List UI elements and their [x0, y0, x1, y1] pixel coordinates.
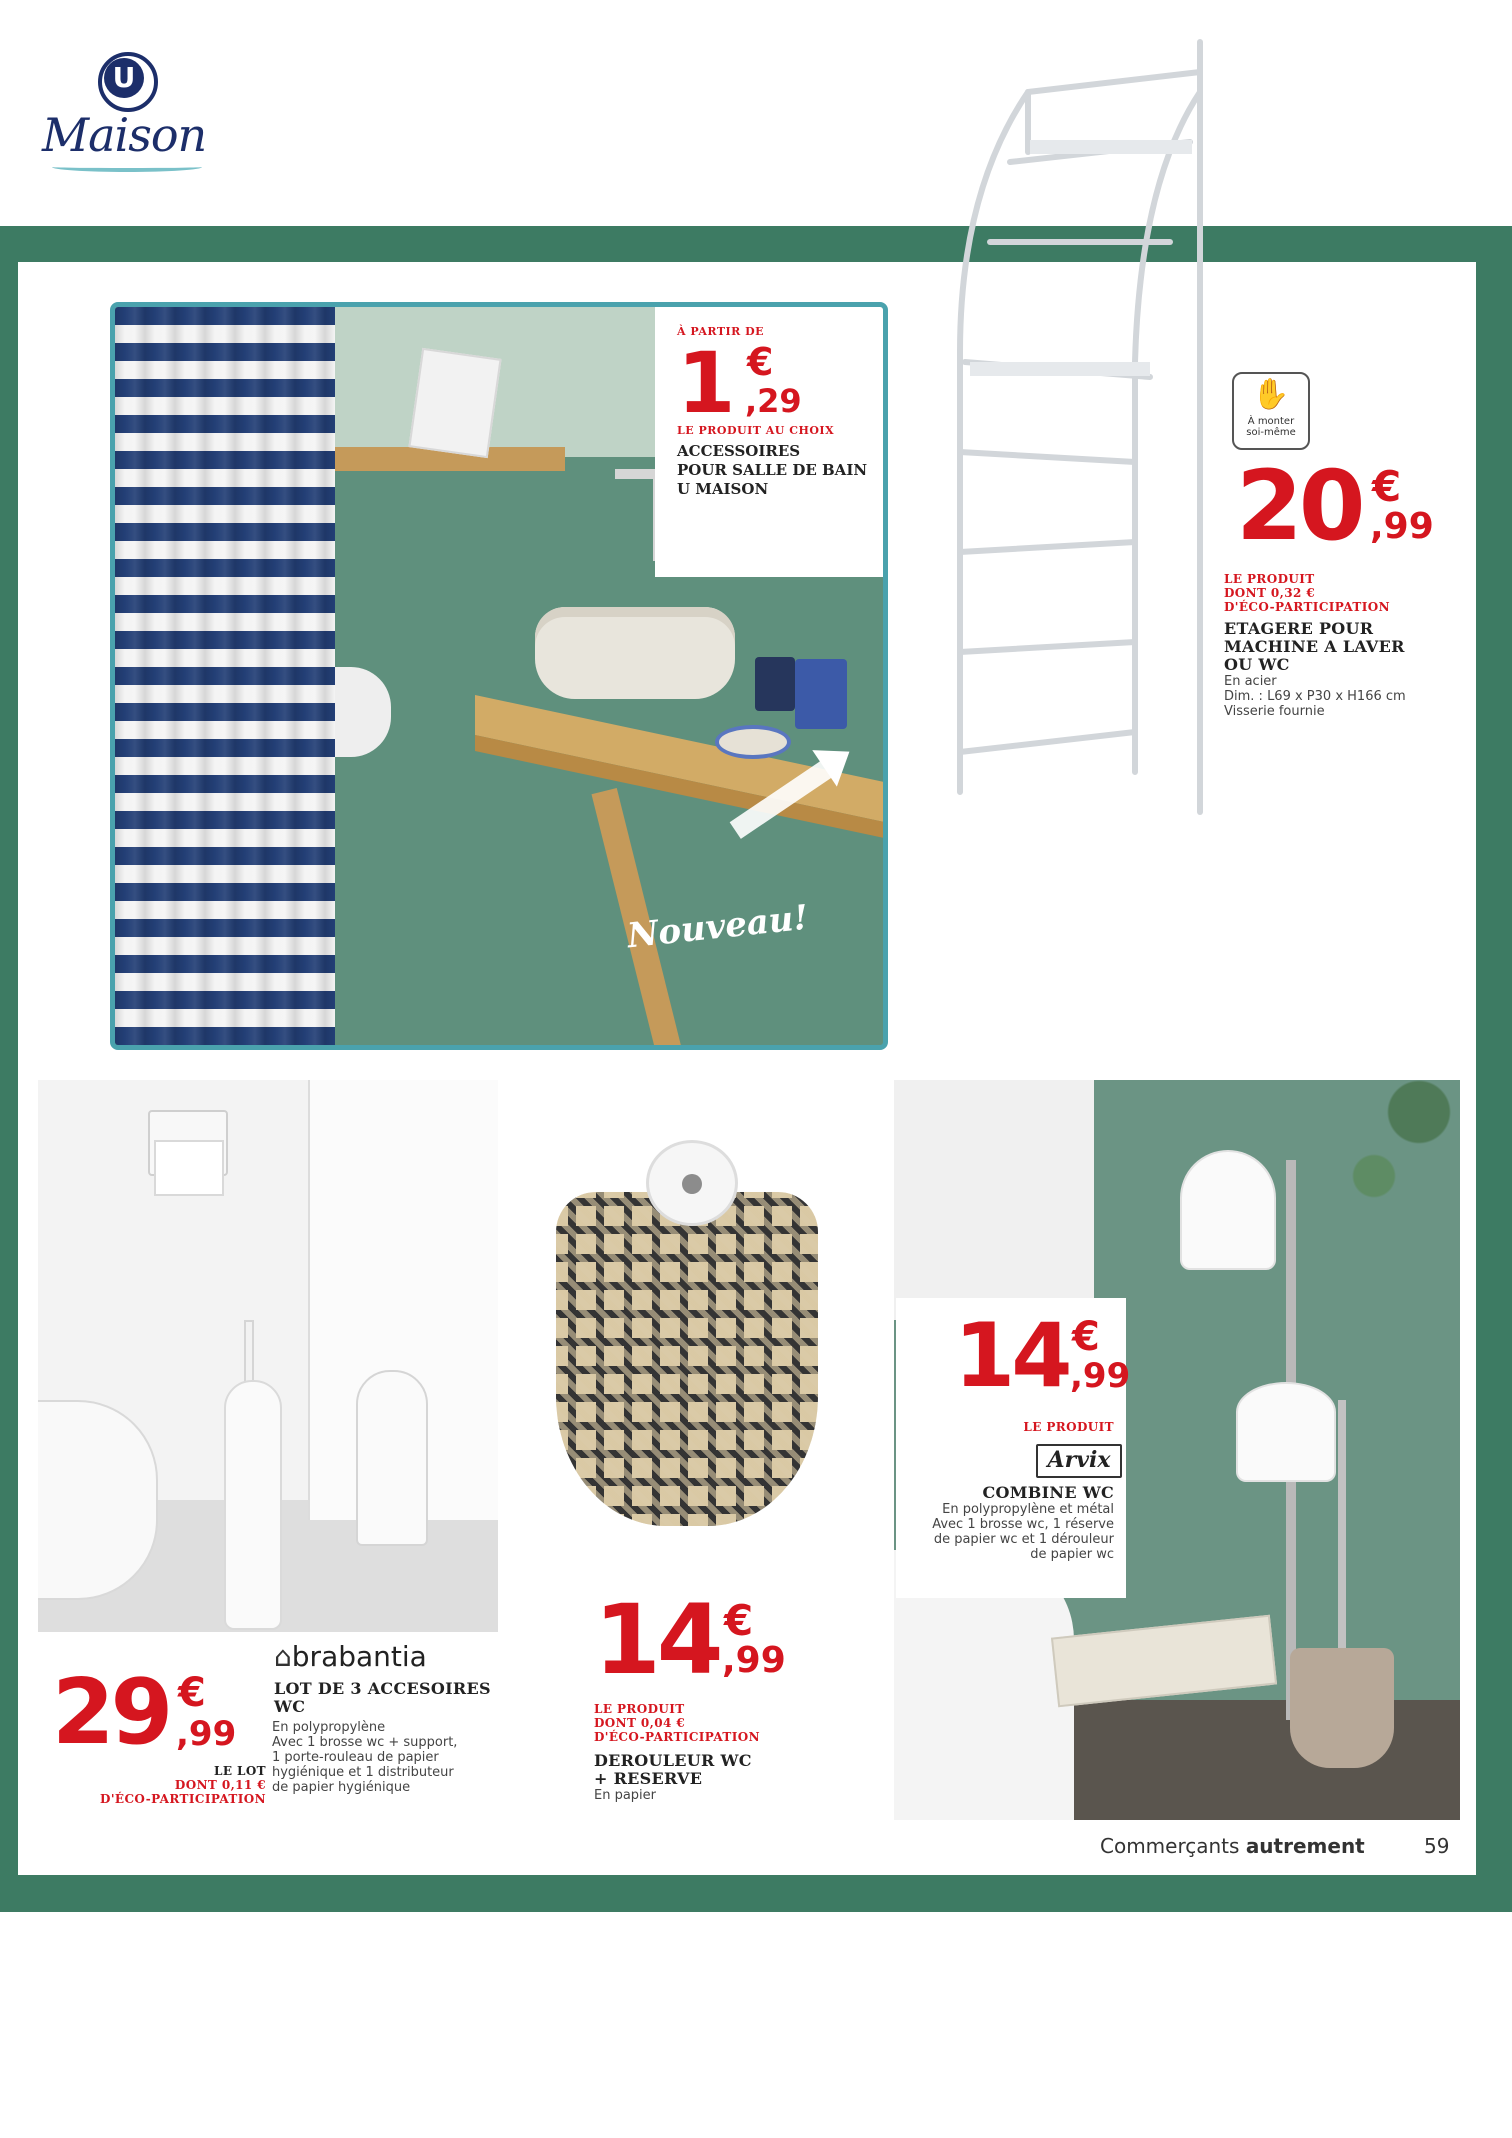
combine-description [894, 1502, 1114, 1562]
brabantia-description [272, 1720, 502, 1795]
combine-desc-3: de papier wc et 1 dérouleur [933, 1532, 1114, 1547]
combine-title: COMBINE WC [982, 1483, 1114, 1502]
montage-line-1: À monter [1247, 416, 1295, 427]
basket-texture [556, 1192, 818, 1526]
price-integer: 20 [1236, 450, 1362, 562]
price-cents: ,29 [745, 382, 802, 420]
eco-line-2: D'ÉCO-PARTICIPATION [594, 1730, 760, 1744]
blue-cup [795, 659, 847, 729]
rack-desc-1: En acier [1224, 674, 1277, 689]
brand-name: brabantia [291, 1640, 427, 1673]
price-integer: 29 [52, 1660, 170, 1765]
eco-line-1: DONT 0,04 € [594, 1716, 686, 1730]
eco-line-2: D'ÉCO-PARTICIPATION [100, 1792, 266, 1806]
combine-desc-2: Avec 1 brosse wc, 1 réserve [932, 1517, 1114, 1532]
eco-line-1: DONT 0,32 € [1224, 586, 1316, 600]
rack-details [1224, 572, 1464, 719]
brabantia-labels [60, 1764, 266, 1806]
page-number: 59 [1424, 1834, 1450, 1858]
hero-bathroom-image [110, 302, 888, 1050]
basket-title-1: DEROULEUR WC [594, 1751, 752, 1770]
bra-desc-4: hygiénique et 1 distributeur [272, 1765, 454, 1780]
paper-roll-top [1180, 1150, 1276, 1270]
combine-desc-4: de papier wc [1030, 1547, 1114, 1562]
toilet-tank [894, 1080, 1094, 1320]
rack-title-2: MACHINE A LAVER [1224, 637, 1405, 656]
unit-label: LE PRODUIT [594, 1702, 685, 1716]
combine-price [954, 1304, 1131, 1412]
combine-price-card [896, 1298, 1131, 1598]
rack-desc-3: Visserie fournie [1224, 704, 1325, 719]
u-maison-logo [42, 52, 218, 192]
price-currency: € [724, 1596, 754, 1645]
brabantia-title-2: WC [274, 1697, 306, 1716]
stone-basin [535, 607, 735, 699]
bra-desc-3: 1 porte-rouleau de papier [272, 1750, 439, 1765]
hero-title-3: U MAISON [677, 480, 769, 498]
price-integer: 14 [594, 1584, 720, 1696]
paper-basket-image [546, 1140, 826, 1530]
brabantia-title-1: LOT DE 3 ACCESOIRES [274, 1679, 491, 1698]
price-integer: 1 [677, 334, 732, 432]
assembly-required-badge [1232, 372, 1310, 450]
price-prefix: À PARTIR DE [677, 325, 765, 338]
hero-price-card [655, 307, 888, 577]
rack-price [1236, 450, 1456, 568]
basket-title-2: + RESERVE [594, 1769, 703, 1788]
rack-desc-2: Dim. : L69 x P30 x H166 cm [1224, 689, 1406, 704]
price-cents: ,99 [1370, 506, 1434, 547]
brabantia-price [52, 1660, 262, 1768]
tagline-regular: Commerçants [1100, 1834, 1246, 1858]
dark-cup [755, 657, 795, 711]
unit-label: LE PRODUIT [1023, 1420, 1114, 1434]
price-integer: 14 [954, 1304, 1069, 1407]
basket-desc-1: En papier [594, 1788, 657, 1803]
price-unit: LE PRODUIT AU CHOIX [677, 424, 835, 437]
logo-swoosh [52, 162, 202, 172]
price-cents: ,99 [1070, 1356, 1131, 1396]
price-currency: € [1372, 462, 1402, 511]
bra-desc-5: de papier hygiénique [272, 1780, 411, 1795]
brabantia-wc-image [38, 1080, 498, 1632]
toilet-brush [224, 1380, 282, 1630]
rack-title-1: ETAGERE POUR [1224, 619, 1374, 638]
eco-line-2: D'ÉCO-PARTICIPATION [1224, 600, 1390, 614]
unit-label: LE LOT [214, 1764, 266, 1778]
hero-title-1: ACCESSOIRES [677, 442, 801, 460]
mirror [408, 348, 501, 458]
eco-line-1: DONT 0,11 € [174, 1778, 266, 1792]
footer-tagline [1100, 1834, 1365, 1858]
brush-holder [1290, 1648, 1394, 1768]
hero-title-2: POUR SALLE DE BAIN [677, 461, 868, 479]
arvix-brand-logo: Arvix [1036, 1444, 1122, 1478]
basket-details [594, 1702, 824, 1803]
home-icon: ⌂ [274, 1640, 292, 1673]
price-currency: € [747, 340, 774, 384]
logo-letter: U [104, 58, 144, 98]
rack-title-3: OU WC [1224, 655, 1290, 674]
plant [1314, 1080, 1460, 1240]
paper-roll [154, 1140, 224, 1196]
roll-core [682, 1174, 702, 1194]
brabantia-brand [274, 1640, 427, 1673]
combine-desc-1: En polypropylène et métal [942, 1502, 1114, 1517]
brabantia-title [274, 1680, 494, 1716]
montage-line-2: soi-même [1246, 427, 1296, 438]
price-currency: € [1072, 1314, 1100, 1360]
unit-label: LE PRODUIT [1224, 572, 1315, 586]
logo-text: Maison [42, 108, 207, 162]
toilet-bowl [38, 1400, 158, 1600]
paper-roll-reserve [1236, 1382, 1336, 1482]
bra-desc-2: Avec 1 brosse wc + support, [272, 1735, 458, 1750]
paper-dispenser [356, 1370, 428, 1546]
hand-screwdriver-icon: ✋ [1252, 377, 1290, 412]
price-cents: ,99 [176, 1714, 237, 1754]
bathroom-rack-image [930, 32, 1230, 822]
price-currency: € [178, 1670, 206, 1716]
bra-desc-1: En polypropylène [272, 1720, 386, 1735]
basket-price [594, 1584, 814, 1702]
tagline-bold: autrement [1245, 1834, 1365, 1858]
nouveau-badge: Nouveau! [625, 897, 811, 957]
price-cents: ,99 [722, 1640, 786, 1681]
curtain-folds [115, 307, 335, 1050]
soap-dish [715, 725, 791, 759]
